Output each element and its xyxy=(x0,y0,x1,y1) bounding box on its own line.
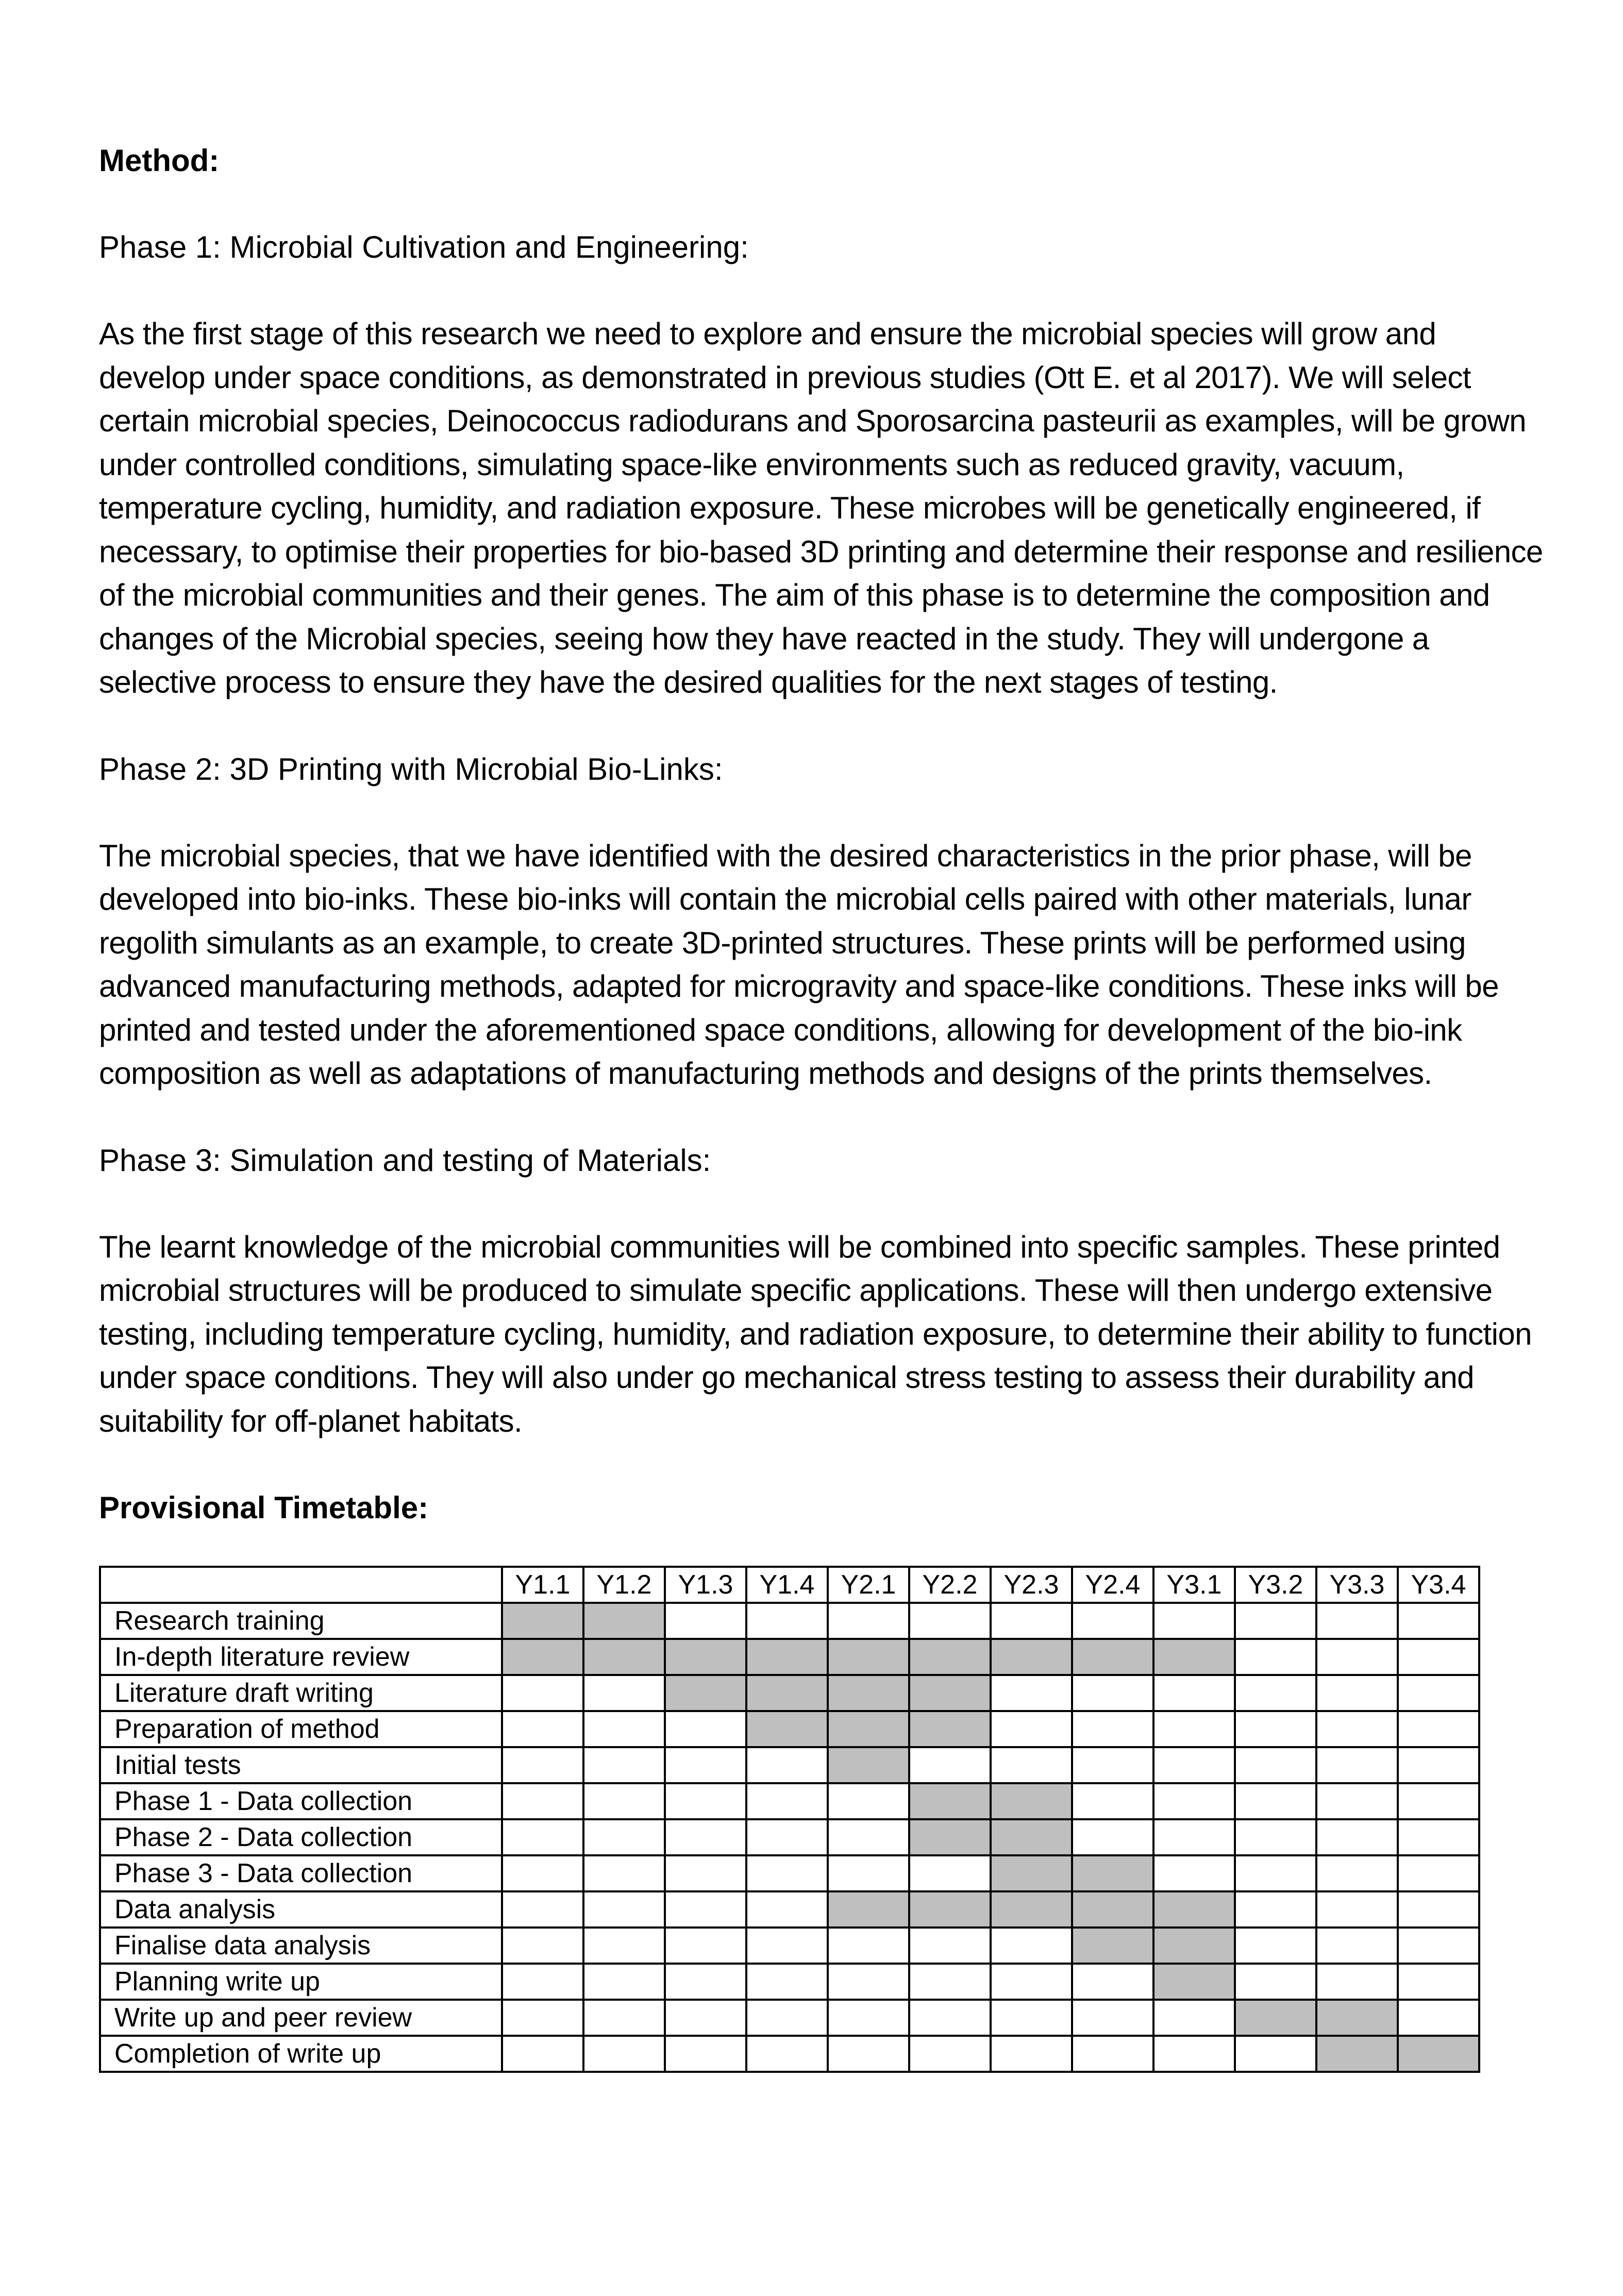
timetable-cell-empty xyxy=(828,1964,909,2000)
timetable-cell-scheduled xyxy=(1153,1891,1235,1928)
timetable-cell-empty xyxy=(583,1928,665,1964)
timetable-cell-empty xyxy=(1398,1819,1479,1855)
timetable-row xyxy=(100,1639,1479,1675)
timetable-task-label: Preparation of method xyxy=(100,1711,502,1747)
timetable-cell-empty xyxy=(502,1711,583,1747)
timetable-row xyxy=(100,1891,1479,1928)
timetable-cell-empty xyxy=(502,1819,583,1855)
timetable-cell-empty xyxy=(1153,1747,1235,1783)
timetable-cell-scheduled xyxy=(828,1747,909,1783)
timetable-cell-empty xyxy=(665,1747,746,1783)
timetable-cell-empty xyxy=(909,1603,991,1639)
timetable-cell-scheduled xyxy=(991,1891,1072,1928)
timetable-cell-empty xyxy=(1072,1603,1153,1639)
timetable-cell-empty xyxy=(1153,1675,1235,1711)
timetable-cell-empty xyxy=(1235,1639,1316,1675)
timetable-column-header: Y2.3 xyxy=(991,1567,1072,1603)
timetable-cell-scheduled xyxy=(746,1711,828,1747)
timetable-cell-empty xyxy=(991,1964,1072,2000)
timetable-column-header: Y1.4 xyxy=(746,1567,828,1603)
timetable-cell-empty xyxy=(502,1891,583,1928)
timetable-cell-empty xyxy=(1072,1675,1153,1711)
timetable-cell-empty xyxy=(828,1783,909,1819)
timetable-cell-empty xyxy=(746,1603,828,1639)
timetable-cell-empty xyxy=(991,2036,1072,2072)
timetable-cell-empty xyxy=(583,1675,665,1711)
timetable-cell-scheduled xyxy=(909,1675,991,1711)
timetable-cell-empty xyxy=(1398,1783,1479,1819)
phase-3-paragraph: The learnt knowledge of the microbial communities will be combined into specific samples. These printed microbial structures will be produced to simulate specific applications. These will then undergo extensive testing, including temperature cycling, humidity, and radiation exposure, to determine their ability to function under space conditions. They will also under go mechanical stress testing to assess their durability and suitability for off-planet habitats. xyxy=(99,1229,1532,1438)
timetable-cell-empty xyxy=(665,1819,746,1855)
timetable-cell-empty xyxy=(502,2000,583,2036)
timetable-cell-empty xyxy=(1398,1855,1479,1891)
timetable-row xyxy=(100,2036,1479,2072)
timetable-column-header: Y1.1 xyxy=(502,1567,583,1603)
timetable-cell-scheduled xyxy=(909,1711,991,1747)
timetable-row xyxy=(100,2000,1479,2036)
timetable-cell-empty xyxy=(1072,1964,1153,2000)
timetable-cell-empty xyxy=(1398,1964,1479,2000)
timetable-cell-empty xyxy=(909,2000,991,2036)
timetable-task-label: Phase 1 - Data collection xyxy=(100,1783,502,1819)
timetable-cell-scheduled xyxy=(1072,1639,1153,1675)
timetable-cell-empty xyxy=(1153,1603,1235,1639)
timetable-column-header: Y3.1 xyxy=(1153,1567,1235,1603)
timetable-cell-empty xyxy=(1316,1675,1398,1711)
section-title: Method: xyxy=(99,143,220,178)
timetable-cell-empty xyxy=(1398,1603,1479,1639)
timetable-cell-empty xyxy=(502,1675,583,1711)
timetable-cell-empty xyxy=(1072,2000,1153,2036)
timetable-cell-scheduled xyxy=(746,1675,828,1711)
timetable-cell-empty xyxy=(991,1928,1072,1964)
timetable-cell-empty xyxy=(665,1855,746,1891)
timetable-cell-empty xyxy=(909,1747,991,1783)
timetable-cell-empty xyxy=(1398,1928,1479,1964)
timetable-cell-scheduled xyxy=(1153,1639,1235,1675)
timetable-cell-empty xyxy=(1072,1747,1153,1783)
timetable-cell-scheduled xyxy=(583,1603,665,1639)
timetable-cell-empty xyxy=(502,1855,583,1891)
timetable-cell-empty xyxy=(1235,1747,1316,1783)
timetable-task-label: Initial tests xyxy=(100,1747,502,1783)
timetable-cell-scheduled xyxy=(991,1855,1072,1891)
timetable-cell-scheduled xyxy=(1316,2000,1398,2036)
timetable-row xyxy=(100,1855,1479,1891)
timetable-task-label: Literature draft writing xyxy=(100,1675,502,1711)
timetable-cell-scheduled xyxy=(1072,1891,1153,1928)
timetable-cell-empty xyxy=(665,1928,746,1964)
timetable-cell-empty xyxy=(1153,1855,1235,1891)
timetable-cell-empty xyxy=(1235,1855,1316,1891)
timetable-column-header: Y2.1 xyxy=(828,1567,909,1603)
timetable-cell-empty xyxy=(909,1964,991,2000)
timetable-body xyxy=(100,1603,1479,2072)
timetable-cell-empty xyxy=(828,2000,909,2036)
timetable-column-header: Y2.2 xyxy=(909,1567,991,1603)
timetable-cell-scheduled xyxy=(1235,2000,1316,2036)
timetable-cell-scheduled xyxy=(909,1891,991,1928)
timetable-cell-empty xyxy=(665,1964,746,2000)
timetable-cell-empty xyxy=(583,1819,665,1855)
timetable-cell-empty xyxy=(1235,1819,1316,1855)
timetable-cell-empty xyxy=(1235,1783,1316,1819)
timetable-cell-empty xyxy=(583,1783,665,1819)
timetable-cell-empty xyxy=(665,1891,746,1928)
timetable-cell-empty xyxy=(1398,2000,1479,2036)
timetable-cell-empty xyxy=(1153,1783,1235,1819)
timetable-task-label: Data analysis xyxy=(100,1891,502,1928)
timetable-task-label: Write up and peer review xyxy=(100,2000,502,2036)
timetable-cell-empty xyxy=(1153,1819,1235,1855)
timetable-cell-empty xyxy=(746,2000,828,2036)
timetable-task-label: Phase 2 - Data collection xyxy=(100,1819,502,1855)
timetable-cell-empty xyxy=(502,2036,583,2072)
timetable-row xyxy=(100,1783,1479,1819)
timetable-row xyxy=(100,1819,1479,1855)
timetable-cell-scheduled xyxy=(991,1819,1072,1855)
timetable-row xyxy=(100,1603,1479,1639)
timetable-cell-empty xyxy=(1235,1711,1316,1747)
timetable-cell-empty xyxy=(1235,1964,1316,2000)
timetable-cell-scheduled xyxy=(583,1639,665,1675)
timetable-task-label: Research training xyxy=(100,1603,502,1639)
timetable-cell-empty xyxy=(1072,1711,1153,1747)
timetable-cell-empty xyxy=(1072,1783,1153,1819)
timetable-column-header: Y1.3 xyxy=(665,1567,746,1603)
timetable-cell-empty xyxy=(1398,1747,1479,1783)
timetable-cell-empty xyxy=(1316,1855,1398,1891)
phase-3-heading: Phase 3: Simulation and testing of Materials: xyxy=(99,1143,711,1178)
timetable-cell-scheduled xyxy=(665,1639,746,1675)
timetable-cell-empty xyxy=(1235,1928,1316,1964)
timetable-cell-empty xyxy=(1398,1675,1479,1711)
timetable-cell-empty xyxy=(828,1928,909,1964)
timetable-cell-empty xyxy=(1235,1675,1316,1711)
timetable-cell-empty xyxy=(583,1747,665,1783)
timetable-cell-empty xyxy=(1316,1891,1398,1928)
timetable-cell-empty xyxy=(1153,2000,1235,2036)
timetable-cell-empty xyxy=(583,1964,665,2000)
phase-1-paragraph: As the first stage of this research we need to explore and ensure the microbial species will grow and develop under space conditions, as demonstrated in previous studies (Ott E. et al 2017). We will select certain microbial species, Deinococcus radiodurans and Sporosarcina pasteurii as examples, will be grown under controlled conditions, simulating space-like environments such as reduced gravity, vacuum, temperature cycling, humidity, and radiation exposure. These microbes will be genetically engineered, if necessary, to optimise their properties for bio-based 3D printing and determine their response and resilience of the microbial communities and their genes. The aim of this phase is to determine the composition and changes of the Microbial species, seeing how they have reacted in the study. They will undergone a selective process to ensure they have the desired qualities for the next stages of testing. xyxy=(99,316,1543,699)
timetable-cell-empty xyxy=(583,1711,665,1747)
timetable-cell-scheduled xyxy=(1153,1964,1235,2000)
timetable-cell-empty xyxy=(1235,1603,1316,1639)
timetable-title: Provisional Timetable: xyxy=(99,1490,429,1525)
timetable-task-label: Completion of write up xyxy=(100,2036,502,2072)
timetable-cell-empty xyxy=(583,2036,665,2072)
timetable-cell-empty xyxy=(828,2036,909,2072)
timetable-cell-empty xyxy=(665,2000,746,2036)
timetable-cell-empty xyxy=(583,2000,665,2036)
timetable-cell-empty xyxy=(1235,2036,1316,2072)
timetable-cell-scheduled xyxy=(1072,1855,1153,1891)
timetable-cell-empty xyxy=(1316,1819,1398,1855)
timetable-row xyxy=(100,1964,1479,2000)
provisional-timetable xyxy=(99,1566,1480,2073)
timetable-task-label: In-depth literature review xyxy=(100,1639,502,1675)
phase-2-heading: Phase 2: 3D Printing with Microbial Bio-Links: xyxy=(99,751,723,786)
phase-2-paragraph: The microbial species, that we have identified with the desired characteristics in the prior phase, will be developed into bio-inks. These bio-inks will contain the microbial cells paired with other materials, lunar regolith simulants as an example, to create 3D-printed structures. These prints will be performed using advanced manufacturing methods, adapted for microgravity and space-like conditions. These inks will be printed and tested under the aforementioned space conditions, allowing for development of the bio-ink composition as well as adaptations of manufacturing methods and designs of the prints themselves. xyxy=(99,838,1499,1091)
timetable-cell-empty xyxy=(1316,1747,1398,1783)
timetable-cell-scheduled xyxy=(828,1711,909,1747)
timetable-cell-empty xyxy=(665,1603,746,1639)
timetable-cell-empty xyxy=(1316,1711,1398,1747)
timetable-row xyxy=(100,1675,1479,1711)
timetable-cell-empty xyxy=(746,1783,828,1819)
timetable-cell-empty xyxy=(1316,1964,1398,2000)
timetable-cell-empty xyxy=(1316,1783,1398,1819)
timetable-cell-empty xyxy=(746,1819,828,1855)
timetable-cell-empty xyxy=(1316,1603,1398,1639)
timetable-column-header: Y1.2 xyxy=(583,1567,665,1603)
timetable-task-label: Planning write up xyxy=(100,1964,502,2000)
timetable-row xyxy=(100,1928,1479,1964)
timetable-cell-empty xyxy=(828,1855,909,1891)
timetable-cell-empty xyxy=(1398,1639,1479,1675)
timetable-cell-empty xyxy=(502,1964,583,2000)
timetable-cell-empty xyxy=(909,1855,991,1891)
timetable-row xyxy=(100,1711,1479,1747)
timetable-cell-empty xyxy=(1235,1891,1316,1928)
timetable-cell-empty xyxy=(665,2036,746,2072)
timetable-cell-scheduled xyxy=(909,1819,991,1855)
timetable-cell-empty xyxy=(583,1891,665,1928)
timetable-column-header: Y3.4 xyxy=(1398,1567,1479,1603)
timetable-cell-scheduled xyxy=(991,1783,1072,1819)
timetable-cell-empty xyxy=(1153,2036,1235,2072)
timetable-cell-empty xyxy=(1153,1711,1235,1747)
timetable-column-header: Y2.4 xyxy=(1072,1567,1153,1603)
timetable-cell-empty xyxy=(746,1855,828,1891)
timetable-cell-empty xyxy=(665,1711,746,1747)
timetable-cell-empty xyxy=(746,2036,828,2072)
timetable-cell-scheduled xyxy=(909,1639,991,1675)
timetable-cell-empty xyxy=(583,1855,665,1891)
timetable-cell-empty xyxy=(502,1928,583,1964)
timetable-cell-scheduled xyxy=(1153,1928,1235,1964)
timetable-cell-scheduled xyxy=(665,1675,746,1711)
timetable-header-row xyxy=(100,1567,1479,1603)
timetable-cell-scheduled xyxy=(1398,2036,1479,2072)
timetable-cell-scheduled xyxy=(828,1675,909,1711)
timetable-cell-empty xyxy=(746,1891,828,1928)
document-page xyxy=(99,139,1542,2073)
timetable-cell-scheduled xyxy=(502,1639,583,1675)
timetable-cell-empty xyxy=(828,1819,909,1855)
timetable-cell-empty xyxy=(828,1603,909,1639)
phase-1-heading: Phase 1: Microbial Cultivation and Engineering: xyxy=(99,230,749,264)
timetable-cell-empty xyxy=(1316,1639,1398,1675)
timetable-cell-empty xyxy=(991,1711,1072,1747)
timetable-cell-scheduled xyxy=(828,1639,909,1675)
timetable-cell-empty xyxy=(991,2000,1072,2036)
timetable-cell-scheduled xyxy=(1316,2036,1398,2072)
timetable-cell-scheduled xyxy=(502,1603,583,1639)
timetable-cell-empty xyxy=(1072,1819,1153,1855)
timetable-cell-empty xyxy=(502,1783,583,1819)
timetable-cell-empty xyxy=(991,1603,1072,1639)
timetable-cell-scheduled xyxy=(746,1639,828,1675)
timetable-cell-empty xyxy=(1316,1928,1398,1964)
timetable-cell-empty xyxy=(746,1964,828,2000)
timetable-cell-empty xyxy=(746,1928,828,1964)
timetable-row xyxy=(100,1747,1479,1783)
timetable-task-label: Finalise data analysis xyxy=(100,1928,502,1964)
timetable-cell-empty xyxy=(909,2036,991,2072)
timetable-cell-empty xyxy=(1398,1711,1479,1747)
timetable-cell-empty xyxy=(1398,1891,1479,1928)
timetable-cell-empty xyxy=(909,1928,991,1964)
timetable-corner-cell xyxy=(100,1567,502,1603)
timetable-column-header: Y3.2 xyxy=(1235,1567,1316,1603)
timetable-cell-empty xyxy=(991,1747,1072,1783)
timetable-cell-empty xyxy=(1072,2036,1153,2072)
timetable-cell-scheduled xyxy=(991,1639,1072,1675)
timetable-cell-scheduled xyxy=(828,1891,909,1928)
timetable-cell-scheduled xyxy=(1072,1928,1153,1964)
timetable-task-label: Phase 3 - Data collection xyxy=(100,1855,502,1891)
timetable-cell-empty xyxy=(746,1747,828,1783)
timetable-cell-empty xyxy=(502,1747,583,1783)
timetable-column-header: Y3.3 xyxy=(1316,1567,1398,1603)
timetable-cell-empty xyxy=(991,1675,1072,1711)
timetable-cell-empty xyxy=(665,1783,746,1819)
timetable-cell-scheduled xyxy=(909,1783,991,1819)
